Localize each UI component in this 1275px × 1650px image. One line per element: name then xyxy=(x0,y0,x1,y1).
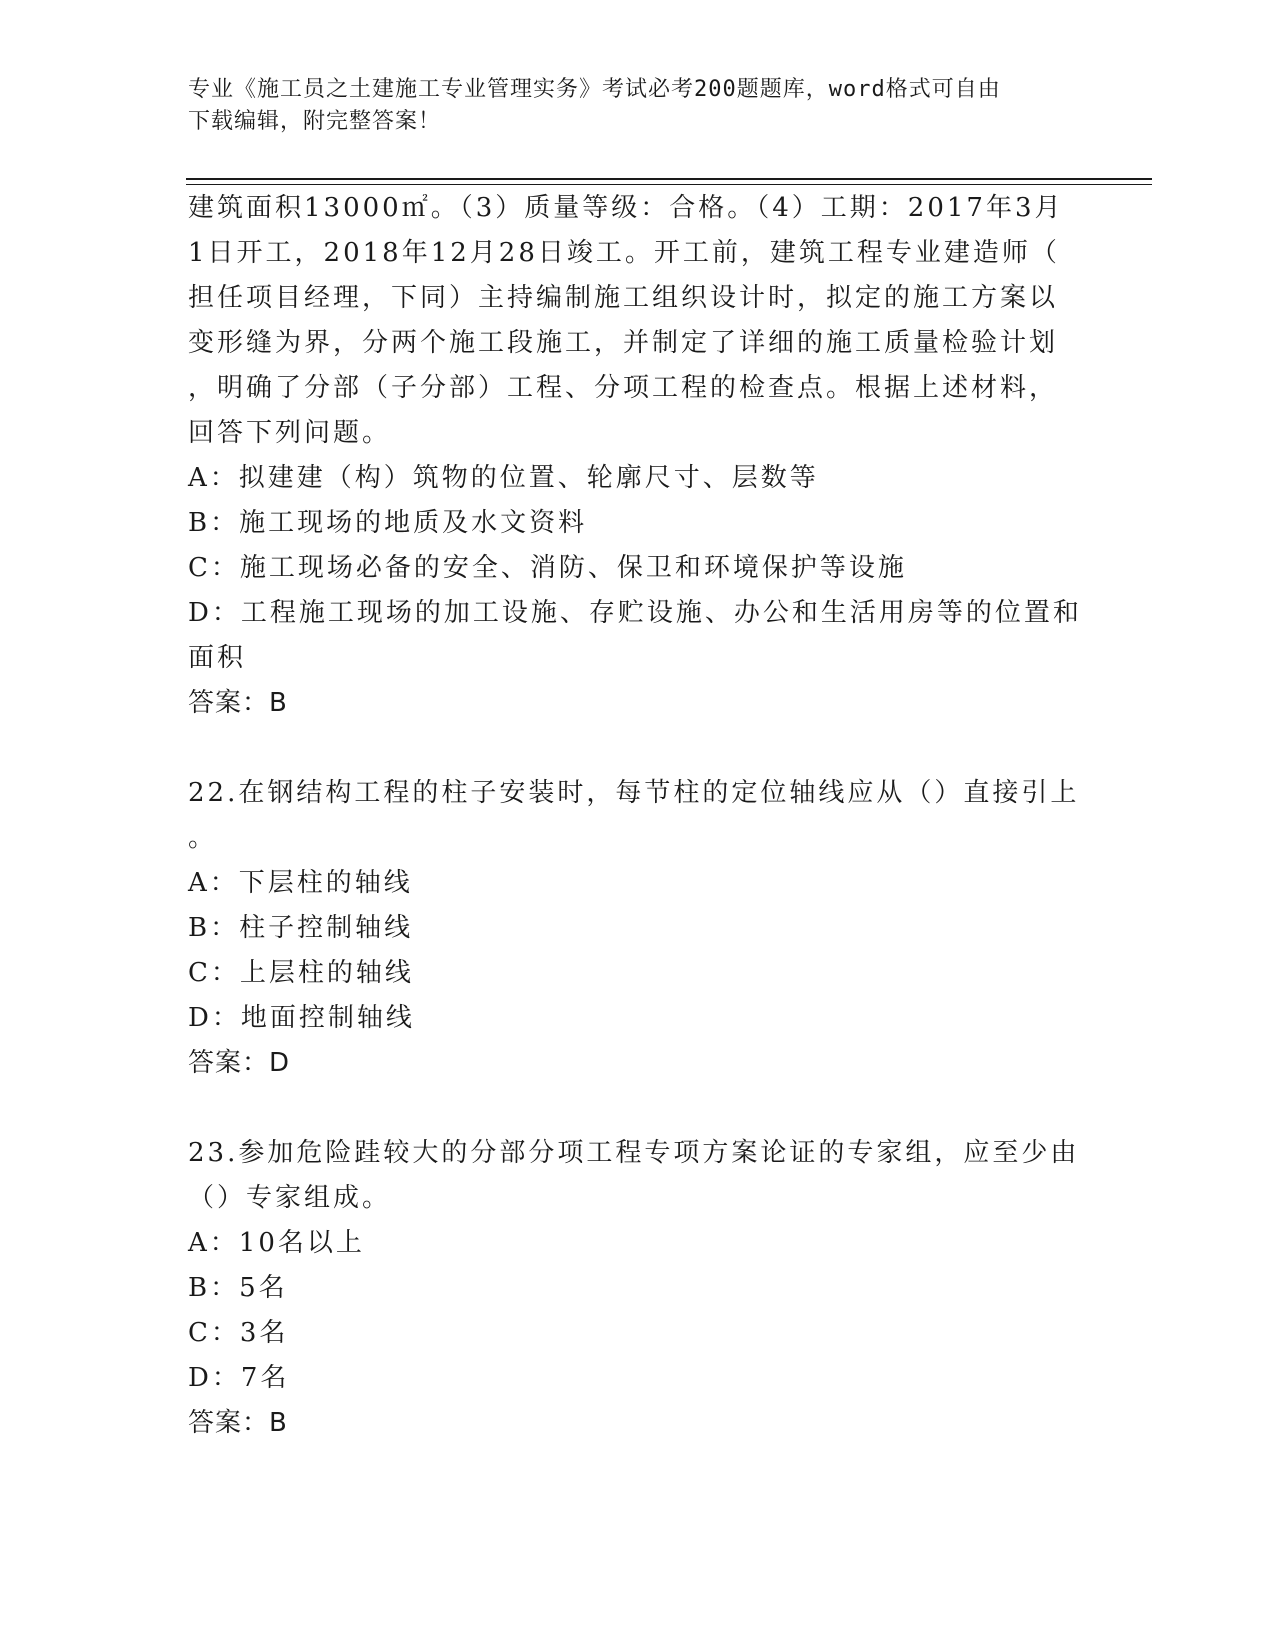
option-d-continued: 面积 xyxy=(188,643,247,673)
option-c: C：上层柱的轴线 xyxy=(188,958,414,988)
document-header xyxy=(188,74,1088,138)
question-text-line: 担任项目经理，下同）主持编制施工组织设计时，拟定的施工方案以 xyxy=(188,283,1059,313)
question-text-line: 回答下列问题。 xyxy=(188,418,392,448)
header-rule-thin xyxy=(186,184,1152,185)
option-a: A：拟建建（构）筑物的位置、轮廓尺寸、层数等 xyxy=(188,463,819,493)
question-stem-continued: （）专家组成。 xyxy=(188,1183,392,1213)
header-line-1: 专业《施工员之土建施工专业管理实务》考试必考200题题库，word格式可自由 xyxy=(188,77,1001,102)
question-stem-continued: 。 xyxy=(188,823,218,853)
option-c: C：3名 xyxy=(188,1318,289,1348)
question-stem: 23.参加危险跬较大的分部分项工程专项方案论证的专家组，应至少由 xyxy=(188,1138,1080,1168)
question-block-23 xyxy=(188,1131,1088,1446)
header-rule-thick xyxy=(186,178,1152,180)
option-b: B：5名 xyxy=(188,1273,288,1303)
option-b: B：施工现场的地质及水文资料 xyxy=(188,508,588,538)
option-a: A：10名以上 xyxy=(188,1228,365,1258)
question-text-line: 变形缝为界，分两个施工段施工，并制定了详细的施工质量检验计划 xyxy=(188,328,1059,358)
answer-label: 答案：B xyxy=(188,688,288,718)
question-text-line: ，明确了分部（子分部）工程、分项工程的检查点。根据上述材料， xyxy=(188,373,1059,403)
option-c: C：施工现场必备的安全、消防、保卫和环境保护等设施 xyxy=(188,553,907,583)
answer-label: 答案：B xyxy=(188,1408,288,1438)
question-content xyxy=(188,186,1088,1446)
header-line-2: 下载编辑，附完整答案！ xyxy=(188,109,442,134)
question-text-line: 1日开工，2018年12月28日竣工。开工前，建筑工程专业建造师（ xyxy=(188,238,1060,268)
question-block-21 xyxy=(188,186,1088,726)
option-b: B：柱子控制轴线 xyxy=(188,913,414,943)
option-d: D：地面控制轴线 xyxy=(188,1003,415,1033)
answer-label: 答案：D xyxy=(188,1048,291,1078)
option-d: D：工程施工现场的加工设施、存贮设施、办公和生活用房等的位置和 xyxy=(188,598,1082,628)
option-d: D：7名 xyxy=(188,1363,290,1393)
question-text-line: 建筑面积13000㎡。（3）质量等级：合格。（4）工期：2017年3月 xyxy=(188,193,1064,223)
question-block-22 xyxy=(188,771,1088,1086)
question-stem: 22.在钢结构工程的柱子安装时，每节柱的定位轴线应从（）直接引上 xyxy=(188,778,1080,808)
option-a: A：下层柱的轴线 xyxy=(188,868,413,898)
